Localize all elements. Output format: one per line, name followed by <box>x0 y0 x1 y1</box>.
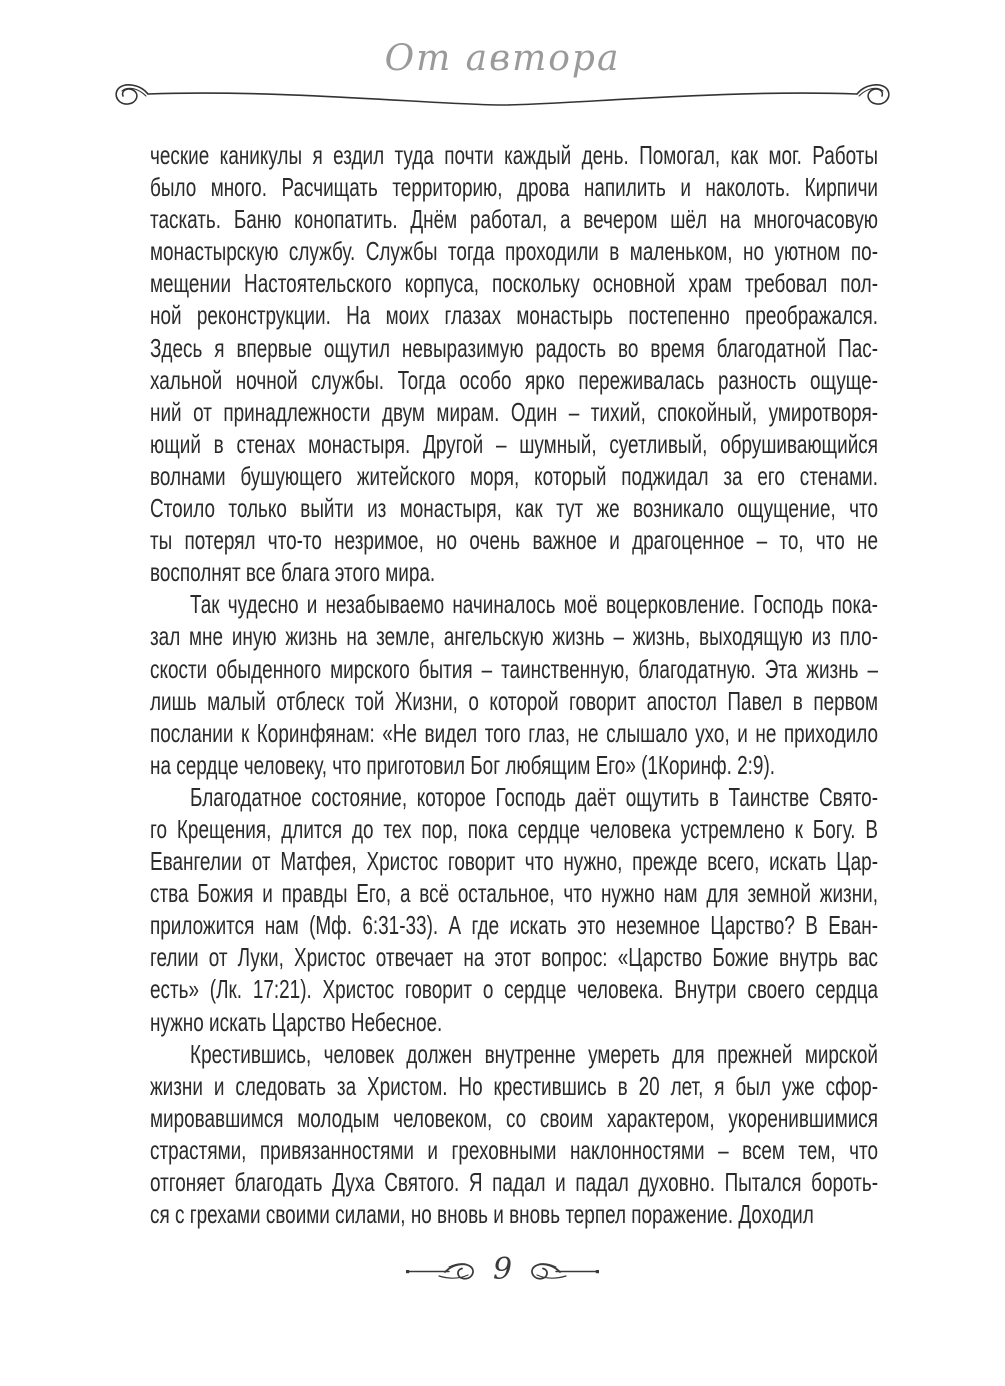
text-line: ства Божия и правды Его, а всё остальное, что нужно нам для земной жизни, <box>150 878 878 909</box>
text-line: приложится нам (Мф. 6:31-33). А где искать это неземное Царство? В Еван- <box>150 910 878 941</box>
text-line: было много. Расчищать территорию, дрова напилить и наколоть. Кирпичи <box>150 172 878 203</box>
text-line: Крестившись, человек должен внутренне умереть для прежней мирской <box>190 1038 878 1069</box>
text-line: го Крещения, длится до тех пор, пока сердце человека устремлено к Богу. В <box>150 813 878 844</box>
chapter-title: От автора <box>384 38 621 79</box>
text-line: Здесь я впервые ощутил невыразимую радость во время благодатной Пас- <box>150 332 878 363</box>
text-line: жизни и следовать за Христом. Но крестившись в 20 лет, я был уже сфор- <box>150 1070 878 1101</box>
text-line: Евангелии от Матфея, Христос говорит что нужно, прежде всего, искать Цар- <box>150 846 878 877</box>
text-line: таскать. Баню конопатить. Днём работал, а вечером шёл на многочасовую <box>150 204 878 235</box>
text-line: мещении Настоятельского корпуса, поскольку основной храм требовал пол- <box>150 268 878 299</box>
text-line: ющий в стенах монастыря. Другой – шумный, суетливый, обрушивающийся <box>150 428 878 459</box>
text-line: скости обыденного мирского бытия – таинственную, благодатную. Эта жизнь – <box>150 653 878 684</box>
text-line: Стоило только выйти из монастыря, как тут же возникало ощущение, что <box>150 493 878 524</box>
text-line: восполнят все блага этого мира. <box>150 557 436 588</box>
text-line: ты потерял что-то незримое, но очень важное и драгоценное – то, что не <box>150 525 878 556</box>
body-text <box>150 139 878 1230</box>
text-line: зал мне иную жизнь на земле, ангельскую жизнь – жизнь, выходящую из пло- <box>150 621 878 652</box>
text-line: ний от принадлежности двум мирам. Один – тихий, спокойный, умиротворя- <box>150 396 878 427</box>
text-line: лишь малый отблеск той Жизни, о которой говорит апостол Павел в первом <box>150 685 878 716</box>
text-line: есть» (Лк. 17:21). Христос говорит о сердце человека. Внутри своего сердца <box>150 974 878 1005</box>
footer-right-flourish-icon <box>528 1256 600 1288</box>
text-line: послании к Коринфянам: «Не видел того глаз, не слышало ухо, и не приходило <box>150 717 878 748</box>
text-line: нужно искать Царство Небесное. <box>150 1006 443 1037</box>
text-line: хальной ночной службы. Тогда особо ярко переживалась разность ощуще- <box>150 364 878 395</box>
footer-left-flourish-icon <box>405 1256 477 1288</box>
text-line: волнами бушующего житейского моря, который поджидал за его стенами. <box>150 460 878 491</box>
text-line: ся с грехами своими силами, но вновь и вновь терпел поражение. Доходил <box>150 1199 814 1230</box>
text-line: монастырскую службу. Службы тогда проходили в маленьком, но уютном по- <box>150 236 878 267</box>
text-line: страстями, привязанностями и греховными наклонностями – всем тем, что <box>150 1134 878 1165</box>
text-line: отгоняет благодать Духа Святого. Я падал и падал духовно. Пытался бороть- <box>150 1167 878 1197</box>
text-line: Так чудесно и незабываемо начиналось моё воцерковление. Господь пока- <box>190 589 878 620</box>
page-number: 9 <box>492 1252 513 1287</box>
text-line: Благодатное состояние, которое Господь даёт ощутить в Таинстве Свято- <box>190 781 878 812</box>
text-line: мировавшимся молодым человеком, со своим характером, укоренившимися <box>150 1102 878 1133</box>
text-line: гелии от Луки, Христос отвечает на этот вопрос: «Царство Божие внутрь вас <box>150 942 878 973</box>
text-line: ческие каникулы я ездил туда почти каждый день. Помогал, как мог. Работы <box>150 140 878 170</box>
ornamental-divider-icon <box>110 80 895 114</box>
text-line: на сердце человеку, что приготовил Бог любящим Его» (1Коринф. 2:9). <box>150 749 776 780</box>
text-line: ной реконструкции. На моих глазах монастырь постепенно преображался. <box>150 300 878 331</box>
page-footer <box>0 1252 1005 1288</box>
